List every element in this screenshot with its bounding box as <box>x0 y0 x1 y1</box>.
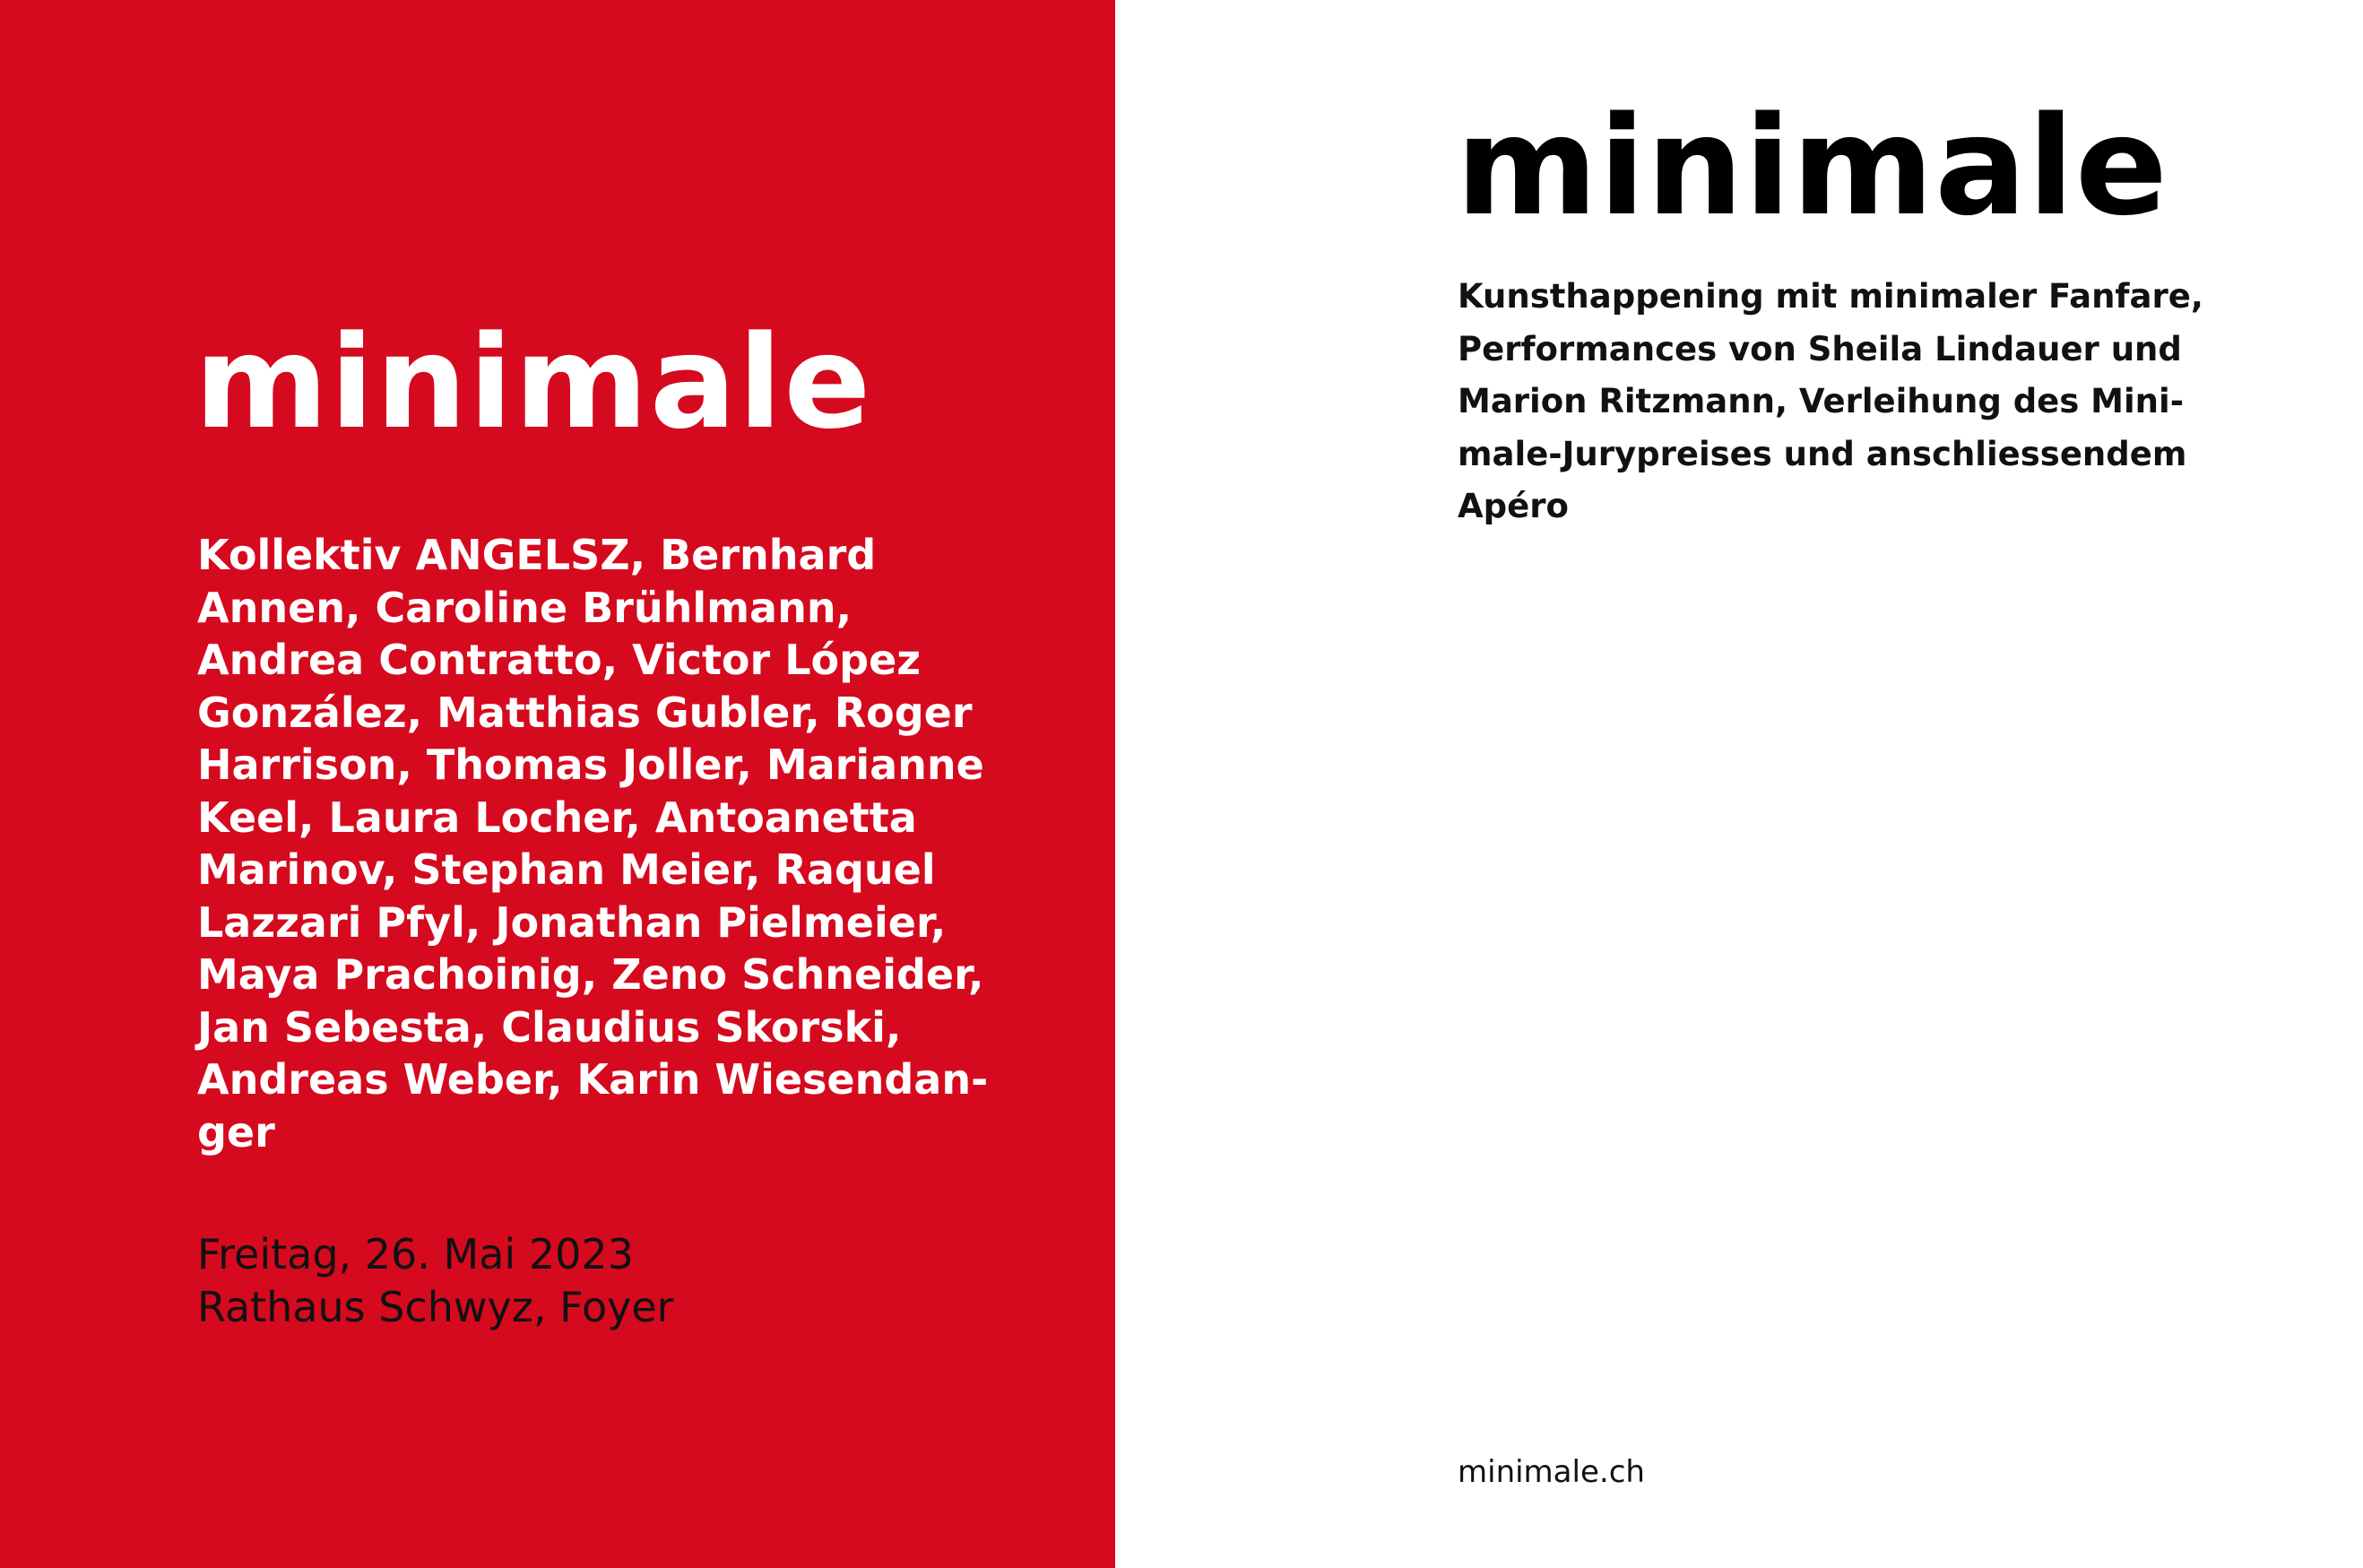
logo-right: minimale <box>1456 87 2168 246</box>
description-line: Kunsthappening mit minimaler Fanfare, <box>1458 277 2203 316</box>
artist-line: Andrea Contratto, Victor López <box>197 636 922 684</box>
artist-line: ger <box>197 1107 275 1157</box>
description-line: Apéro <box>1458 487 1569 525</box>
event-info <box>197 1228 674 1333</box>
website-url: minimale.ch <box>1458 1454 1645 1490</box>
artist-line: Jan Sebesta, Claudius Skorski, <box>197 1002 902 1052</box>
event-description <box>1458 271 2318 533</box>
artist-line: Lazzari Pfyl, Jonathan Pielmeier, <box>197 897 947 947</box>
red-panel <box>0 0 1115 1568</box>
artist-line: Annen, Caroline Brühlmann, <box>197 583 853 632</box>
artist-line: González, Matthias Gubler, Roger <box>197 688 973 737</box>
artist-list <box>197 529 1004 1158</box>
artist-line: Andreas Weber, Karin Wiesendan- <box>197 1055 989 1104</box>
logo-left: minimale <box>195 308 873 457</box>
event-venue: Rathaus Schwyz, Foyer <box>197 1282 674 1331</box>
artist-line: Keel, Laura Locher, Antoanetta <box>197 793 917 842</box>
event-date: Freitag, 26. Mai 2023 <box>197 1230 634 1278</box>
description-line: Marion Ritzmann, Verleihung des Mini- <box>1458 382 2185 420</box>
artist-line: Kollektiv ANGELSZ, Bernhard <box>197 531 877 579</box>
artist-line: Marinov, Stephan Meier, Raquel <box>197 845 936 894</box>
artist-line: Maya Prachoinig, Zeno Schneider, <box>197 950 984 999</box>
description-line: Performances von Sheila Lindauer und <box>1458 329 2182 368</box>
artist-line: Harrison, Thomas Joller, Marianne <box>197 741 984 789</box>
description-line: male-Jurypreises und anschliessendem <box>1458 434 2187 473</box>
